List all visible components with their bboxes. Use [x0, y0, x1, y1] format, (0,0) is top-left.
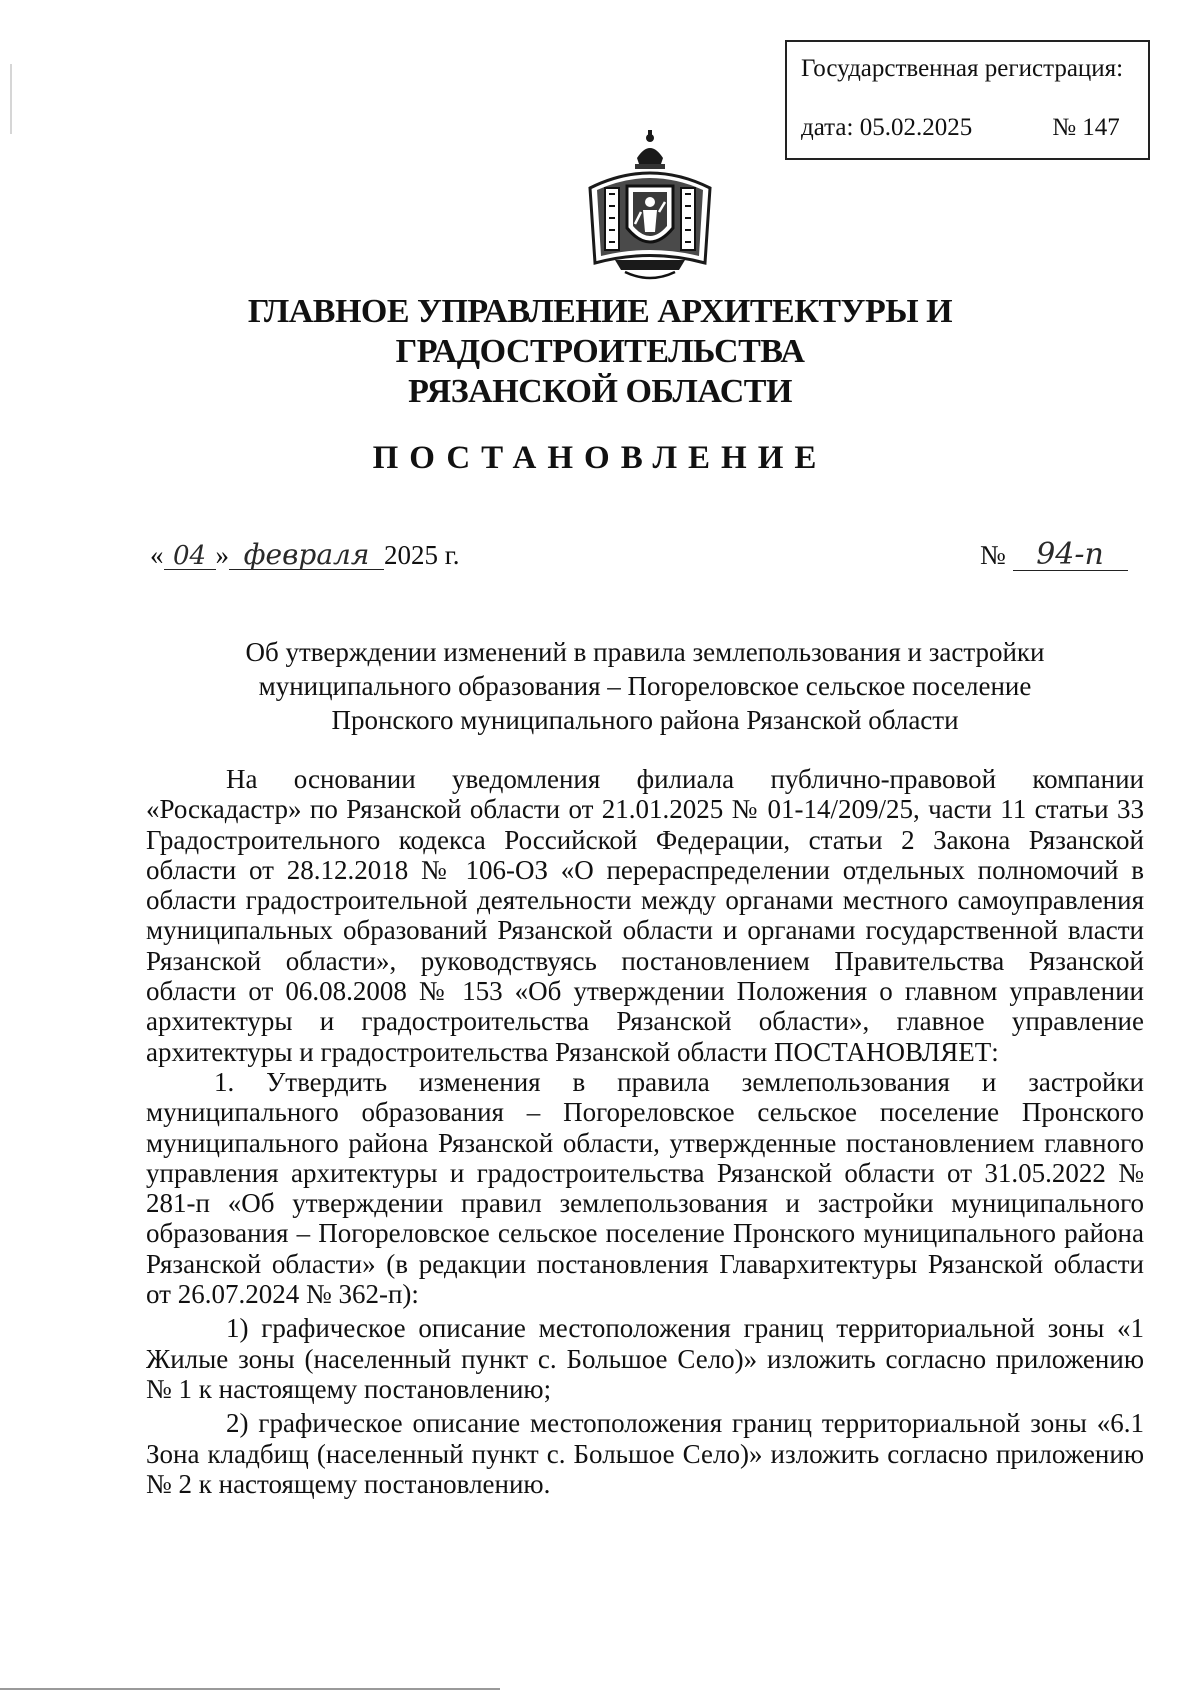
- item-1-paragraph: 1. Утвердить изменения в правила землепользования и застройки муниципального образования – Погореловское сельское поселение Пронского муниципального района Рязанской области, утвержденные постановлением главного управления архитектуры и градостроительства Рязанской области от 31.05.2022 № 281-п «Об утверждении правил землепользования и застройки муниципального образования – Погореловское сельское поселение Пронского муниципального района Рязанской области» (в редакции постановления Главархитектуры Рязанской области от 26.07.2024 № 362-п):: [146, 1066, 1144, 1310]
- registration-title: Государственная регистрация:: [801, 55, 1124, 82]
- date-open-quote: «: [150, 540, 164, 570]
- registration-number: № 147: [1052, 114, 1120, 141]
- registration-date: дата: 05.02.2025: [801, 114, 973, 141]
- organization-name-line1: ГЛАВНОЕ УПРАВЛЕНИЕ АРХИТЕКТУРЫ И ГРАДОСТРОИТЕЛЬСТВА: [247, 293, 953, 370]
- scan-bottom-edge: [0, 1688, 500, 1690]
- document-type: ПОСТАНОВЛЕНИЕ: [372, 440, 828, 476]
- preamble-paragraph: На основании уведомления филиала публично-правовой компании «Роскадастр» по Рязанской области от 21.01.2025 № 01-14/209/25, части 11 статьи 33 Градостроительного кодекса Российской Федерации, статьи 2 Закона Рязанской области от 28.12.2018 № 106-ОЗ «О перераспределении отдельных полномочий в области градостроительной деятельности между органами местного самоуправления муниципальных образований Рязанской области и органами государственной власти Рязанской области», руководствуясь постановлением Правительства Рязанской области от 06.08.2008 № 153 «Об утверждении Положения о главном управлении архитектуры и градостроительства Рязанской области», главное управление архитектуры и градостроительства Рязанской области ПОСТАНОВЛЯЕТ:: [146, 764, 1144, 1067]
- organization-name: [60, 292, 1140, 412]
- document-title: [150, 635, 1140, 737]
- scan-edge-mark: [10, 64, 12, 134]
- registration-stamp: [785, 40, 1150, 160]
- date-close-quote: »: [215, 540, 229, 570]
- date-day-handwritten: 04: [164, 543, 216, 570]
- organization-name-line2: РЯЗАНСКОЙ ОБЛАСТИ: [408, 373, 792, 410]
- date-year: 2025 г.: [384, 540, 460, 570]
- title-line1: Об утверждении изменений в правила землепользования и застройки: [245, 637, 1045, 667]
- title-line3: Пронского муниципального района Рязанской области: [331, 705, 959, 735]
- title-line2: муниципального образования – Погореловское сельское поселение: [258, 671, 1032, 701]
- coat-of-arms-icon: [575, 128, 725, 288]
- document-date: [150, 540, 460, 571]
- number-handwritten: 94-п: [1013, 540, 1128, 571]
- document-body: [146, 764, 1144, 1499]
- document-number: [980, 537, 1128, 572]
- sub-item-2-paragraph: 2) графическое описание местоположения границ территориальной зоны «6.1 Зона кладбищ (населенный пункт с. Большое Село)» изложить согласно приложению № 2 к настоящему постановлению.: [146, 1408, 1144, 1499]
- registration-details: [801, 115, 1136, 140]
- sub-item-1-paragraph: 1) графическое описание местоположения границ территориальной зоны «1 Жилые зоны (населенный пункт с. Большое Село)» изложить согласно приложению № 1 к настоящему постановлению;: [146, 1313, 1144, 1404]
- number-label: №: [980, 540, 1006, 570]
- date-month-handwritten: февраля: [229, 541, 384, 570]
